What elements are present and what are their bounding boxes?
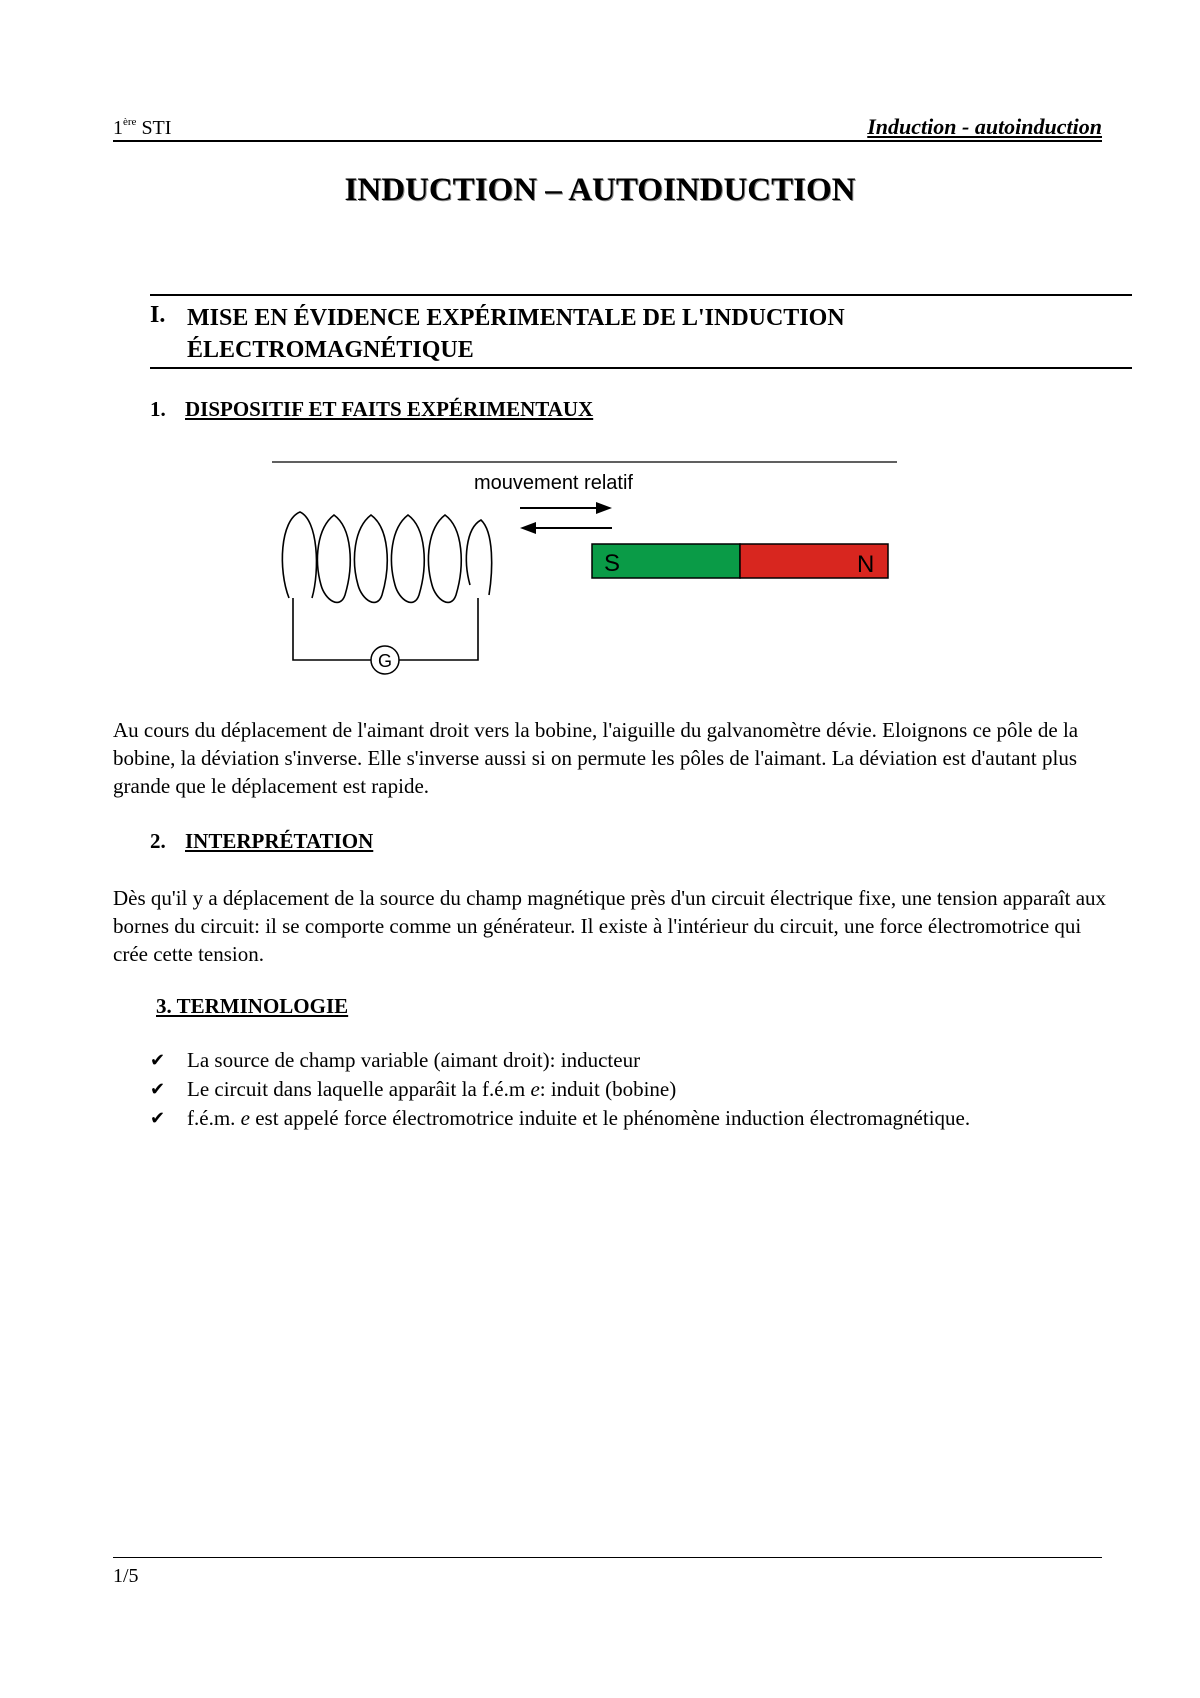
north-pole-label: N <box>857 551 875 578</box>
subsection-1-title: DISPOSITIF ET FAITS EXPÉRIMENTAUX <box>185 397 594 421</box>
subsection-1-heading <box>150 397 593 422</box>
page-title: INDUCTION – AUTOINDUCTION <box>344 172 856 208</box>
checkmark-icon: ✔ <box>150 1079 166 1099</box>
class-number: 1 <box>113 117 123 139</box>
list-item: ✔ La source de champ variable (aimant droit): inducteur <box>150 1046 970 1075</box>
subsection-2-heading <box>150 829 373 854</box>
paragraph-interpretation: Dès qu'il y a déplacement de la source du champ magnétique près d'un circuit électrique fixe, une tension apparaît aux bornes du circuit: il se comporte comme un générateur. Il existe à l'intérieur du circuit, une force électromotrice qui crée cette tension. <box>113 886 1107 966</box>
list-item: ✔ f.é.m. e est appelé force électromotrice induite et le phénomène induction électromagnétique. <box>150 1104 970 1133</box>
paragraph-observations: Au cours du déplacement de l'aimant droit vers la bobine, l'aiguille du galvanomètre dévie. Eloignons ce pôle de la bobine, la déviation s'inverse. Elle s'inverse aussi si on permute les pôles de l'aimant. La déviation est d'autant plus grande que le déplacement est rapide. <box>113 718 1079 798</box>
header-class <box>113 116 171 140</box>
arrow-left-icon <box>520 522 612 534</box>
galvanometer-label: G <box>377 651 393 671</box>
coil-icon <box>282 512 491 602</box>
section-top-rule <box>150 294 1132 296</box>
subsection-2-title: INTERPRÉTATION <box>185 829 374 853</box>
checkmark-icon: ✔ <box>150 1108 166 1128</box>
section-number: I. <box>150 302 166 328</box>
page-number: 1/5 <box>113 1565 139 1587</box>
header-divider <box>113 140 1102 142</box>
class-superscript: ère <box>123 116 137 128</box>
subsection-2-number: 2. <box>150 829 166 853</box>
motion-label: mouvement relatif <box>474 472 633 494</box>
subsection-3-title: 3. TERMINOLOGIE <box>156 994 349 1018</box>
footer-divider <box>113 1557 1102 1558</box>
south-pole-label: S <box>604 550 621 577</box>
header-subject: Induction - autoinduction <box>867 114 1102 139</box>
section-title: MISE EN ÉVIDENCE EXPÉRIMENTALE DE L'INDUCTION ÉLECTROMAGNÉTIQUE <box>187 305 845 363</box>
class-label: STI <box>136 117 172 139</box>
subsection-3-heading <box>156 994 348 1019</box>
list-item: ✔ Le circuit dans laquelle apparâit la f.é.m e: induit (bobine) <box>150 1075 970 1104</box>
subsection-1-number: 1. <box>150 397 166 421</box>
section-bottom-rule <box>150 367 1132 369</box>
checkmark-icon: ✔ <box>150 1050 166 1070</box>
arrow-right-icon <box>520 502 612 514</box>
terminology-list <box>150 1046 970 1133</box>
induction-figure <box>0 440 1200 680</box>
